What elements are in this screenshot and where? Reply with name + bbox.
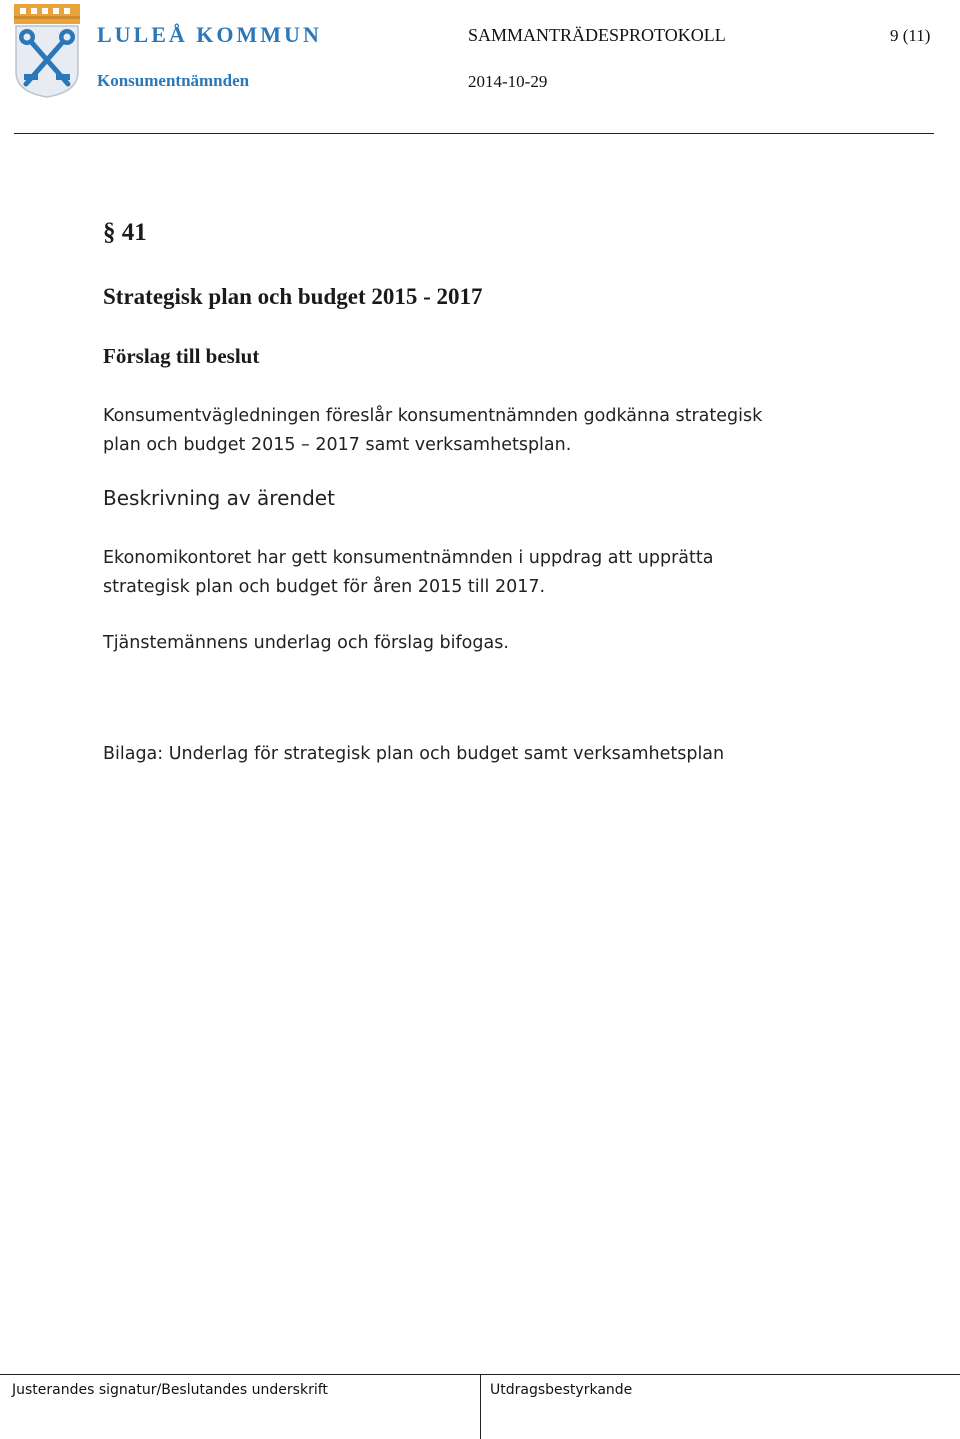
proposal-text: Konsumentvägledningen föreslår konsumentnämnden godkänna strategisk plan och budget 2015 – 2017 samt verksamhetsplan. [103,406,763,455]
coat-of-arms-icon [12,2,82,98]
proposal-heading: Förslag till beslut [103,344,260,368]
meeting-date: 2014-10-29 [468,72,548,91]
certification-label: Utdragsbestyrkande [490,1382,633,1398]
page-number: 9 (11) [890,26,931,45]
attachment-note: Bilaga: Underlag för strategisk plan och budget samt verksamhetsplan [103,744,725,764]
header-divider [14,133,934,134]
description-paragraph-2: Tjänstemännens underlag och förslag bifogas. [103,633,509,653]
section-number: § 41 [103,219,147,246]
item-title: Strategisk plan och budget 2015 - 2017 [103,284,483,309]
signature-label: Justerandes signatur/Beslutandes underskrift [12,1382,328,1398]
footer-column-divider [480,1374,481,1439]
department-name: Konsumentnämnden [97,71,250,90]
description-heading: Beskrivning av ärendet [103,486,335,510]
document-type: SAMMANTRÄDESPROTOKOLL [468,25,726,45]
organization-name: LULEÅ KOMMUN [97,22,322,47]
description-paragraph: Ekonomikontoret har gett konsumentnämnden i uppdrag att upprätta strategisk plan och budget för åren 2015 till 2017. [103,548,714,597]
